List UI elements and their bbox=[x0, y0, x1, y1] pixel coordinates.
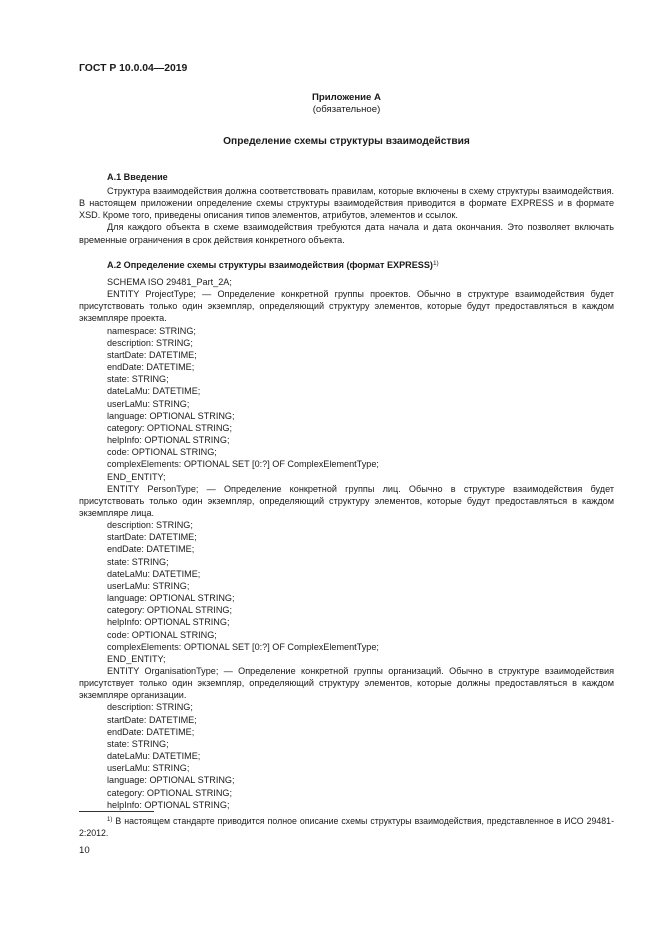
organisation-attributes bbox=[79, 701, 614, 810]
annex-title: Приложение А bbox=[312, 92, 381, 103]
schema-attribute-line: endDate: DATETIME; bbox=[107, 544, 195, 555]
schema-attribute-line: startDate: DATETIME; bbox=[107, 349, 197, 360]
schema-attribute-line: language: OPTIONAL STRING; bbox=[107, 593, 235, 604]
person-attributes bbox=[79, 519, 614, 665]
section-a1-heading: А.1 Введение bbox=[107, 172, 168, 182]
footnote-divider bbox=[79, 811, 154, 812]
annex-header bbox=[79, 92, 614, 116]
schema-attribute-line: userLaMu: STRING; bbox=[107, 763, 190, 774]
schema-attribute-line: code: OPTIONAL STRING; bbox=[107, 629, 217, 640]
schema-attribute-line: endDate: DATETIME; bbox=[107, 726, 195, 737]
schema-attribute-line: dateLaMu: DATETIME; bbox=[107, 386, 201, 397]
schema-attribute-line: endDate: DATETIME; bbox=[107, 362, 195, 373]
intro-paragraph-2: Для каждого объекта в схеме взаимодействия требуются дата начала и дата окончания. Это позволяет включать временные ограничения в срок действия конкретного объекта. bbox=[79, 222, 614, 245]
schema-attribute-line: category: OPTIONAL STRING; bbox=[107, 422, 232, 433]
footnote-text bbox=[79, 815, 614, 839]
schema-attribute-line: language: OPTIONAL STRING; bbox=[107, 775, 235, 786]
schema-attribute-line: userLaMu: STRING; bbox=[107, 398, 190, 409]
schema-attribute-line: startDate: DATETIME; bbox=[107, 714, 197, 725]
schema-attribute-line: helpInfo: OPTIONAL STRING; bbox=[107, 799, 230, 810]
schema-attribute-line: END_ENTITY; bbox=[107, 471, 166, 482]
schema-attribute-line: dateLaMu: DATETIME; bbox=[107, 568, 201, 579]
schema-attribute-line: code: OPTIONAL STRING; bbox=[107, 447, 217, 458]
footnote-mark: 1) bbox=[107, 817, 113, 823]
person-entity-description: ENTITY PersonType; — Определение конкретной группы лиц. Обычно в структуре взаимодействия будет присутствовать только один экземпляр, определяющий структуру элементов, которые будут предоставляться в каждом экземпляре лица. bbox=[79, 483, 614, 518]
schema-attribute-line: state: STRING; bbox=[107, 374, 169, 385]
schema-attribute-line: END_ENTITY; bbox=[107, 653, 166, 664]
section-a1-body bbox=[79, 185, 614, 246]
schema-attribute-line: description: STRING; bbox=[107, 520, 193, 531]
schema-attribute-line: state: STRING; bbox=[107, 738, 169, 749]
schema-line: SCHEMA ISO 29481_Part_2A; bbox=[107, 277, 232, 287]
project-attributes bbox=[79, 325, 614, 483]
schema-attribute-line: dateLaMu: DATETIME; bbox=[107, 751, 201, 762]
annex-main-title: Определение схемы структуры взаимодействия bbox=[223, 136, 470, 147]
document-code: ГОСТ Р 10.0.04—2019 bbox=[79, 63, 188, 74]
footnote bbox=[79, 815, 614, 839]
footnote-ref[interactable]: 1) bbox=[432, 260, 439, 267]
project-entity-description: ENTITY ProjectType; — Определение конкретной группы проектов. Обычно в структуре взаимодействия будет присутствовать только один экземпляр, определяющий структуру элементов, которые будут предоставляться в каждом экземпляре проекта. bbox=[79, 289, 614, 324]
schema-attribute-line: userLaMu: STRING; bbox=[107, 580, 190, 591]
schema-attribute-line: complexElements: OPTIONAL SET [0:?] OF ComplexElementType; bbox=[107, 459, 379, 470]
intro-paragraph-1: Структура взаимодействия должна соответствовать правилам, которые включены в схему структуры взаимодействия. В настоящем приложении определение схемы структуры взаимодействия приводится в формате EXPRESS и в формате XSD. Кроме того, приведены описания типов элементов, атрибутов, элементов и ссылок. bbox=[79, 186, 614, 221]
schema-attribute-line: category: OPTIONAL STRING; bbox=[107, 605, 232, 616]
organisation-entity-description: ENTITY OrganisationType; — Определение конкретной группы организаций. Обычно в структуре взаимодействия присутствует только один экземпляр, определяющий структуру элементов, которые должны предоставляться в каждом экземпляре организации. bbox=[79, 666, 614, 701]
schema-attribute-line: complexElements: OPTIONAL SET [0:?] OF ComplexElementType; bbox=[107, 641, 379, 652]
schema-attribute-line: state: STRING; bbox=[107, 556, 169, 567]
annex-status: (обязательное) bbox=[312, 104, 381, 116]
express-schema bbox=[79, 276, 614, 811]
schema-attribute-line: namespace: STRING; bbox=[107, 325, 196, 336]
schema-attribute-line: startDate: DATETIME; bbox=[107, 532, 197, 543]
schema-attribute-line: language: OPTIONAL STRING; bbox=[107, 410, 235, 421]
schema-attribute-line: helpInfo: OPTIONAL STRING; bbox=[107, 435, 230, 446]
footnote-body: В настоящем стандарте приводится полное описание схемы структуры взаимодействия, представленное в ИСО 29481-2:2012. bbox=[79, 816, 614, 838]
schema-attribute-line: description: STRING; bbox=[107, 702, 193, 713]
section-a2-heading bbox=[107, 258, 439, 271]
schema-attribute-line: helpInfo: OPTIONAL STRING; bbox=[107, 617, 230, 628]
page-number: 10 bbox=[79, 845, 90, 856]
schema-attribute-line: category: OPTIONAL STRING; bbox=[107, 787, 232, 798]
schema-attribute-line: description: STRING; bbox=[107, 337, 193, 348]
section-a2-heading-text: А.2 Определение схемы структуры взаимодействия (формат EXPRESS) bbox=[107, 260, 433, 270]
